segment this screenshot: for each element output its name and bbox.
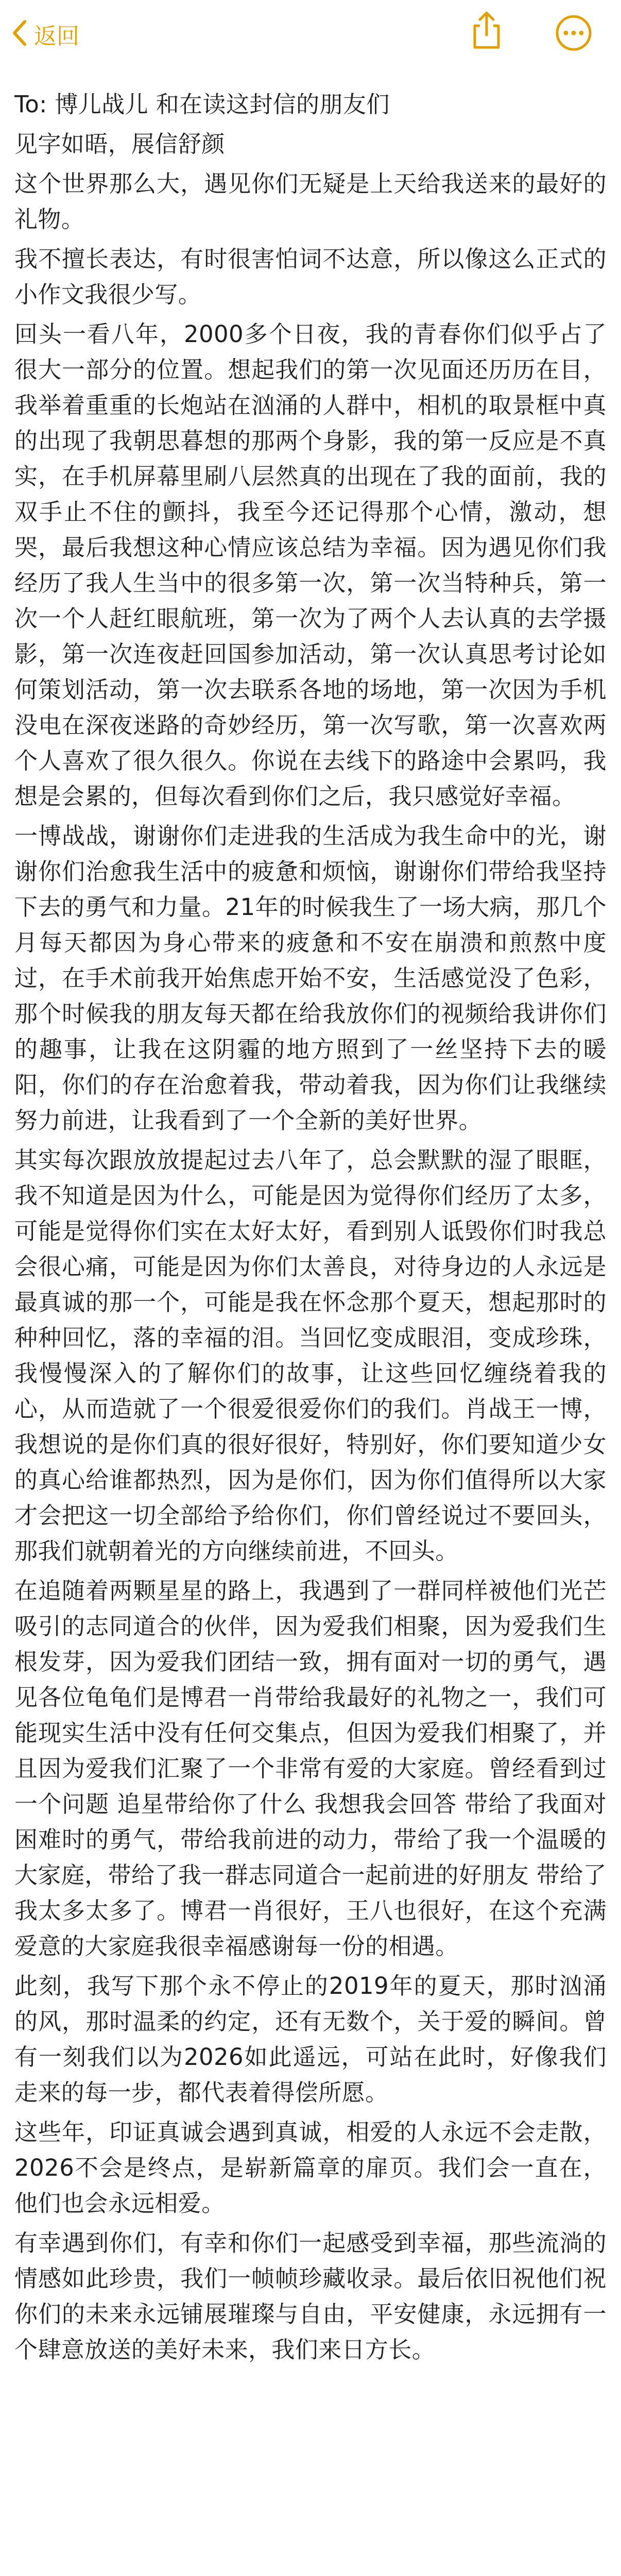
note-paragraph: 其实每次跟放放提起过去八年了，总会默默的湿了眼眶，我不知道是因为什么，可能是因为觉得你们经历了太多，可能是觉得你们实在太好太好，看到别人诋毁你们时我总会很心痛，可能是因为你们太善良，对待身边的人永远是最真诚的那一个，可能是我在怀念那个夏天，想起那时的种种回忆，落的幸福的泪。当回忆变成眼泪，变成珍珠，我慢慢深入的了解你们的故事，让这些回忆缠绕着我的心，从而造就了一个很爱很爱你们的我们。肖战王一博，我想说的是你们真的很好很好，特别好，你们要知道少女的真心给谁都热烈，因为是你们，因为你们值得所以大家才会把这一切全部给予给你们，你们曾经说过不要回头，那我们就朝着光的方向继续前进，不回头。: [14, 1146, 607, 1565]
back-button[interactable]: [9, 18, 79, 50]
note-paragraph: 在追随着两颗星星的路上，我遇到了一群同样被他们光芒吸引的志同道合的伙伴，因为爱我们相聚，因为爱我们生根发芽，因为爱我们团结一致，拥有面对一切的勇气，遇见各位龟龟们是博君一肖带给我最好的礼物之一，我们可能现实生活中没有任何交集点，但因为爱我们相聚了，并且因为爱我们汇聚了一个非常有爱的大家庭。曾经看到过一个问题 追星带给你了什么 我想我会回答 带给了我面对困难时的勇气，带给我前进的动力，带给了我一个温暖的大家庭，带给了我一群志同道合一起前进的好朋友 带给了我太多太多了。博君一肖很好，王八也很好，在这个充满爱意的大家庭我很幸福感谢每一份的相遇。: [14, 1577, 607, 1960]
note-paragraph: 回头一看八年，2000多个日夜，我的青春你们似乎占了很大一部分的位置。想起我们的第一次见面还历历在目，我举着重重的长炮站在汹涌的人群中，相机的取景框中真的出现了我朝思暮想的那两个身影，我的第一反应是不真实，在手机屏幕里刷八层然真的出现在了我的面前，我的双手止不住的颤抖，我至今还记得那个心情，激动，想哭，最后我想这种心情应该总结为幸福。因为遇见你们我经历了我人生当中的很多第一次，第一次当特种兵，第一次一个人赶红眼航班，第一次为了两个人去认真的去学摄影，第一次连夜赶回国参加活动，第一次认真思考讨论如何策划活动，第一次去联系各地的场地，第一次因为手机没电在深夜迷路的奇妙经历，第一次写歌，第一次喜欢两个人喜欢了很久很久。你说在去线下的路途中会累吗，我想是会累的，但每次看到你们之后，我只感觉好幸福。: [14, 320, 607, 810]
note-body[interactable]: [14, 87, 607, 2371]
share-icon: [469, 43, 505, 53]
note-paragraph: 有幸遇到你们，有幸和你们一起感受到幸福，那些流淌的情感如此珍贵，我们一帧帧珍藏收录。最后依旧祝他们祝你们的未来永远铺展璀璨与自由，平安健康，永远拥有一个肆意放送的美好未来，我们来日方长。: [14, 2229, 607, 2363]
note-greeting: 见字如晤，展信舒颜: [14, 130, 225, 158]
note-heading-to: To: 博儿战儿 和在读这封信的朋友们: [14, 91, 390, 118]
note-paragraph: 这个世界那么大，遇见你们无疑是上天给我送来的最好的礼物。: [14, 170, 607, 233]
note-paragraph: 我不擅长表达，有时很害怕词不达意，所以像这么正式的小作文我很少写。: [14, 245, 607, 308]
chevron-left-icon: [9, 18, 30, 50]
note-paragraph: 一博战战，谢谢你们走进我的生活成为我生命中的光，谢谢你们治愈我生活中的疲惫和烦恼，谢谢你们带给我坚持下去的勇气和力量。21年的时候我生了一场大病，那几个月每天都因为身心带来的疲惫和不安在崩溃和煎熬中度过，在手术前我开始焦虑开始不安，生活感觉没了色彩，那个时候我的朋友每天都在给我放你们的视频给我讲你们的趣事，让我在这阴霾的地方照到了一丝坚持下去的暖阳，你们的存在治愈着我，带动着我，因为你们让我继续努力前进，让我看到了一个全新的美好世界。: [14, 822, 607, 1134]
note-paragraph: 此刻，我写下那个永不停止的2019年的夏天，那时汹涌的风，那时温柔的约定，还有无数个，关于爱的瞬间。曾有一刻我们以为2026如此遥远，可站在此时，好像我们走来的每一步，都代表着得偿所愿。: [14, 1972, 607, 2106]
navigation-bar: [0, 0, 621, 77]
more-icon: [555, 44, 592, 54]
share-button[interactable]: [469, 9, 505, 50]
note-paragraph: 这些年，印证真诚会遇到真诚，相爱的人永远不会走散，2026不会是终点，是崭新篇章的扉页。我们会一直在，他们也会永远相爱。: [14, 2119, 607, 2217]
back-label: 返回: [34, 23, 79, 49]
more-button[interactable]: [555, 14, 592, 52]
